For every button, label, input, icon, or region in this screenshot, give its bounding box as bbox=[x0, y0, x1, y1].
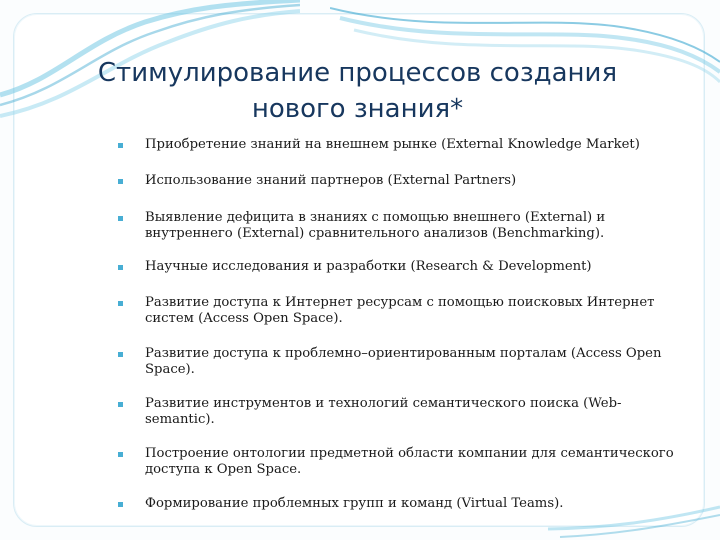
bullet-text: Выявление дефицита в знаниях с помощью внешнего (External) и внутреннего (External) сравнительного анализов (Benchmarking). bbox=[145, 210, 606, 241]
bullet-text: Формирование проблемных групп и команд (Virtual Teams). bbox=[145, 496, 564, 511]
bullet-text: Построение онтологии предметной области компании для семантического доступа к Open Space. bbox=[145, 446, 674, 477]
bullet-text: Развитие инструментов и технологий семантического поиска (Web-semantic). bbox=[145, 396, 622, 427]
square-bullet-icon bbox=[118, 496, 145, 512]
bullet-item bbox=[118, 210, 688, 242]
square-bullet-icon bbox=[118, 446, 145, 462]
bullet-item bbox=[118, 496, 688, 512]
bullet-text: Развитие доступа к Интернет ресурсам с помощью поисковых Интернет систем (Access Open Space). bbox=[145, 295, 655, 326]
square-bullet-icon bbox=[118, 210, 145, 226]
bullet-item bbox=[118, 259, 688, 275]
slide-title-line-2: нового знания* bbox=[251, 94, 464, 124]
bullet-item bbox=[118, 346, 688, 378]
bullet-text: Развитие доступа к проблемно–ориентированным порталам (Access Open Space). bbox=[145, 346, 662, 377]
bullet-text: Научные исследования и разработки (Research & Development) bbox=[145, 259, 592, 274]
square-bullet-icon bbox=[118, 173, 145, 189]
bullet-item bbox=[118, 396, 688, 428]
square-bullet-icon bbox=[118, 295, 145, 311]
slide-title-line-1: Стимулирование процессов создания bbox=[97, 58, 618, 88]
bullet-text: Использование знаний партнеров (External Partners) bbox=[145, 173, 517, 188]
square-bullet-icon bbox=[118, 346, 145, 362]
bullet-item bbox=[118, 295, 688, 327]
bullet-item bbox=[118, 137, 688, 153]
square-bullet-icon bbox=[118, 137, 145, 153]
square-bullet-icon bbox=[118, 396, 145, 412]
bullet-item bbox=[118, 173, 688, 189]
square-bullet-icon bbox=[118, 259, 145, 275]
bullet-item bbox=[118, 446, 688, 478]
bullet-text: Приобретение знаний на внешнем рынке (External Knowledge Market) bbox=[145, 137, 640, 152]
slide-title bbox=[80, 55, 635, 127]
